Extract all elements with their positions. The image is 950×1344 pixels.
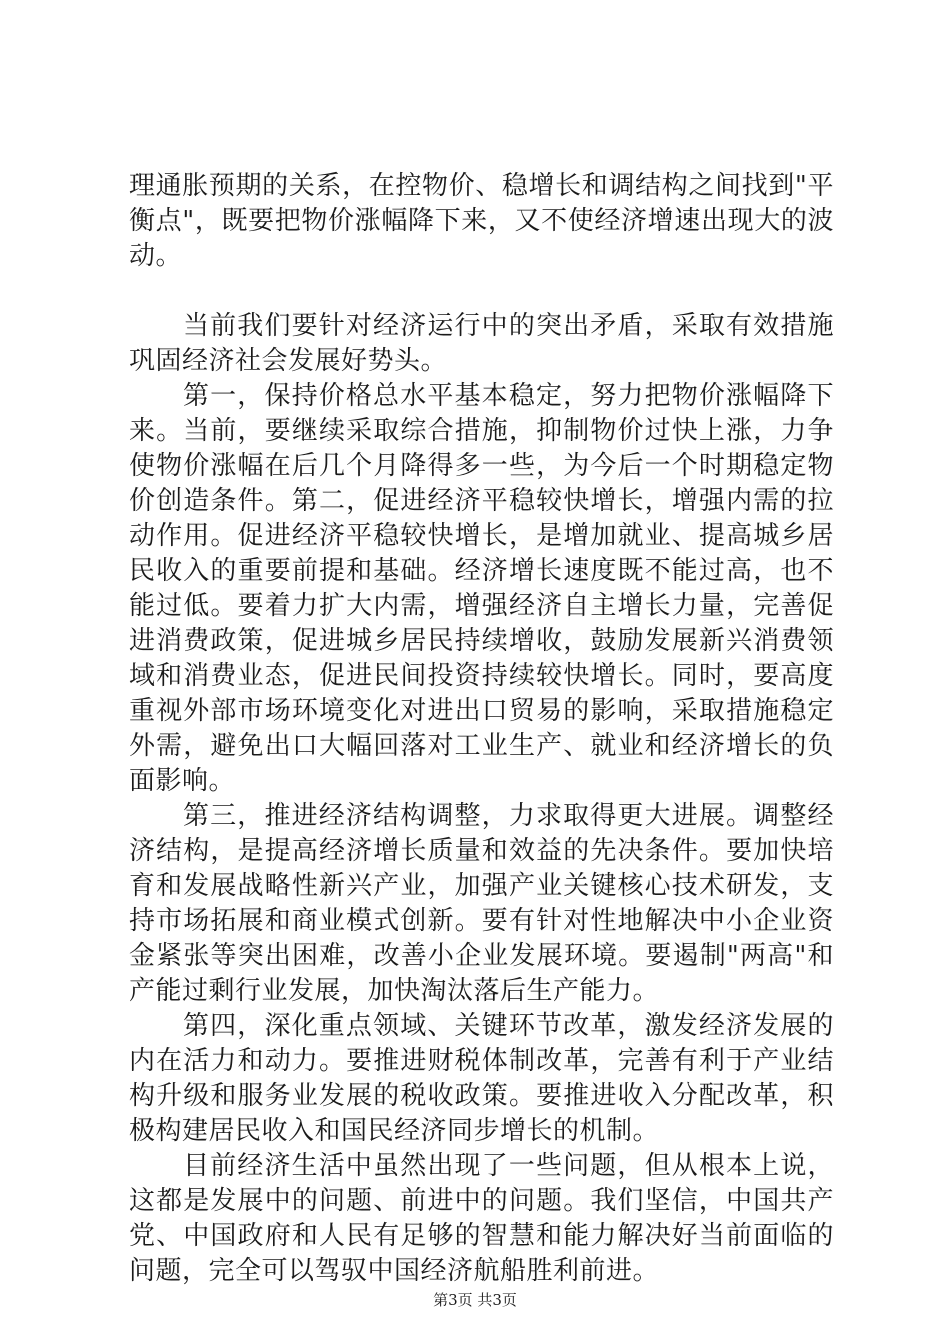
paragraph-intro: 当前我们要针对经济运行中的突出矛盾，采取有效措施巩固经济社会发展好势头。 (129, 311, 834, 376)
paragraph-third: 第三，推进经济结构调整，力求取得更大进展。调整经济结构，是提高经济增长质量和效益的先决条件。要加快培育和发展战略性新兴产业，加强产业关键核心技术研发，支持市场拓展和商业模式创新。要有针对性地解决中小企业资金紧张等突出困难，改善小企业发展环境。要遏制"两高"和产能过剩行业发展，加快淘汰落后生产能力。 (129, 801, 834, 1006)
document-body (129, 169, 834, 1289)
paragraph-fourth: 第四，深化重点领域、关键环节改革，激发经济发展的内在活力和动力。要推进财税体制改革，完善有利于产业结构升级和服务业发展的税收政策。要推进收入分配改革，积极构建居民收入和国民经济同步增长的机制。 (129, 1011, 834, 1146)
paragraph-conclusion: 目前经济生活中虽然出现了一些问题，但从根本上说，这都是发展中的问题、前进中的问题。我们坚信，中国共产党、中国政府和人民有足够的智慧和能力解决好当前面临的问题，完全可以驾驭中国经济航船胜利前进。 (129, 1151, 834, 1286)
paragraph-first-second: 第一，保持价格总水平基本稳定，努力把物价涨幅降下来。当前，要继续采取综合措施，抑制物价过快上涨，力争使物价涨幅在后几个月降得多一些，为今后一个时期稳定物价创造条件。第二，促进经济平稳较快增长，增强内需的拉动作用。促进经济平稳较快增长，是增加就业、提高城乡居民收入的重要前提和基础。经济增长速度既不能过高，也不能过低。要着力扩大内需，增强经济自主增长力量，完善促进消费政策，促进城乡居民持续增收，鼓励发展新兴消费领域和消费业态，促进民间投资持续较快增长。同时，要高度重视外部市场环境变化对进出口贸易的影响，采取措施稳定外需，避免出口大幅回落对工业生产、就业和经济增长的负面影响。 (129, 381, 834, 796)
paragraph-continuation: 理通胀预期的关系，在控物价、稳增长和调结构之间找到"平衡点"，既要把物价涨幅降下来，又不使经济增速出现大的波动。 (129, 171, 834, 271)
page-footer: 第3页 共3页 (433, 1291, 517, 1309)
